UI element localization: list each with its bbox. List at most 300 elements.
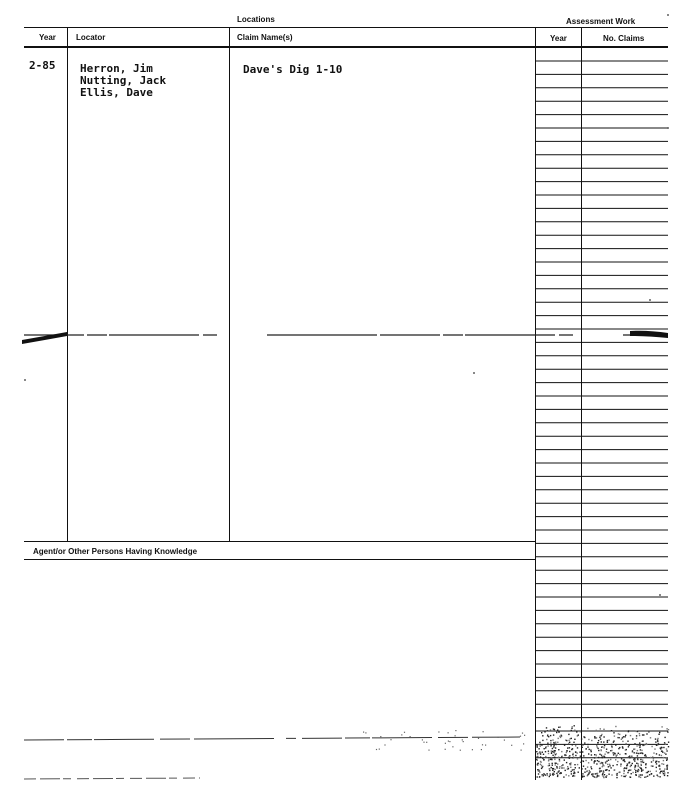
scan-noise <box>639 733 640 734</box>
scan-noise <box>574 764 575 765</box>
scan-noise <box>659 772 660 773</box>
scan-noise <box>583 766 584 767</box>
scan-noise <box>591 751 592 752</box>
scan-noise <box>620 764 621 765</box>
scan-noise <box>584 742 585 743</box>
scan-noise <box>606 761 607 762</box>
scan-noise <box>545 774 546 775</box>
scan-noise <box>572 754 573 755</box>
scan-noise <box>603 776 604 777</box>
scan-noise <box>556 753 557 754</box>
scan-noise <box>608 774 609 775</box>
scan-noise <box>545 756 546 757</box>
scan-noise <box>628 770 629 771</box>
scan-noise <box>558 757 559 758</box>
scan-noise <box>667 775 668 776</box>
scan-noise <box>631 773 632 774</box>
scan-noise <box>596 757 597 758</box>
scan-noise <box>636 738 637 739</box>
scan-noise <box>511 745 512 746</box>
scan-noise <box>636 752 637 753</box>
scan-noise <box>575 752 576 753</box>
scan-noise <box>558 749 559 750</box>
scan-noise <box>657 738 658 739</box>
scan-noise <box>622 746 623 747</box>
scan-noise <box>660 771 661 772</box>
locator-name: Nutting, Jack <box>80 74 167 87</box>
scan-noise <box>630 766 631 767</box>
scan-noise <box>640 774 641 775</box>
scan-noise <box>552 773 553 774</box>
scan-noise <box>560 772 561 773</box>
scan-noise <box>445 743 446 744</box>
scan-noise <box>556 767 557 768</box>
scan-noise <box>614 735 615 736</box>
scan-noise <box>594 757 595 758</box>
scan-noise <box>629 756 630 757</box>
scan-speck <box>473 372 475 374</box>
scan-noise <box>589 771 590 772</box>
scan-noise <box>632 738 633 739</box>
scan-noise <box>561 751 562 752</box>
scan-noise <box>536 751 537 752</box>
scan-noise <box>561 765 562 766</box>
scan-noise <box>665 754 666 755</box>
scan-noise <box>547 743 548 744</box>
scan-noise <box>582 751 583 752</box>
scan-noise <box>539 776 540 777</box>
scan-noise <box>591 768 592 769</box>
scan-noise <box>571 771 572 772</box>
scan-noise <box>639 774 640 775</box>
scan-noise <box>609 765 610 766</box>
scan-noise <box>478 738 479 739</box>
scan-noise <box>636 731 637 732</box>
scan-noise <box>651 746 652 747</box>
scan-noise <box>598 750 599 751</box>
scan-noise <box>640 764 641 765</box>
scan-noise <box>604 745 605 746</box>
scan-noise <box>559 759 560 760</box>
scan-noise <box>542 740 543 741</box>
scan-noise <box>384 744 385 745</box>
scan-noise <box>540 746 541 747</box>
scan-noise <box>579 752 580 753</box>
scan-noise <box>569 747 570 748</box>
scan-noise <box>548 757 549 758</box>
scan-noise <box>614 770 615 771</box>
scan-noise <box>637 758 638 759</box>
scan-noise <box>571 730 572 731</box>
scan-noise <box>552 755 553 756</box>
scan-noise <box>655 738 656 739</box>
scan-noise <box>622 737 623 738</box>
scan-noise <box>600 735 601 736</box>
scan-noise <box>604 754 605 755</box>
scan-noise <box>570 767 571 768</box>
scan-noise <box>616 773 617 774</box>
scan-noise <box>658 761 659 762</box>
scan-noise <box>540 756 541 757</box>
scan-noise <box>598 740 599 741</box>
scan-noise <box>575 745 576 746</box>
scan-noise <box>573 742 574 743</box>
scan-noise <box>553 742 554 743</box>
scan-noise <box>556 744 557 745</box>
scan-noise <box>452 746 453 747</box>
scan-noise <box>547 775 548 776</box>
scan-noise <box>635 772 636 773</box>
scan-noise <box>628 745 629 746</box>
scan-noise <box>663 757 664 758</box>
scan-noise <box>663 760 664 761</box>
scan-noise <box>542 758 543 759</box>
scan-noise <box>594 763 595 764</box>
scan-noise <box>591 754 592 755</box>
scan-noise <box>555 764 556 765</box>
scan-noise <box>556 766 557 767</box>
scan-noise <box>541 732 542 733</box>
scan-noise <box>650 771 651 772</box>
scan-noise <box>598 757 599 758</box>
scan-noise <box>554 771 555 772</box>
locator-name: Ellis, Dave <box>80 86 153 99</box>
scan-noise <box>563 776 564 777</box>
scan-noise <box>552 768 553 769</box>
scan-noise <box>549 776 550 777</box>
scan-noise <box>596 730 597 731</box>
scan-noise <box>428 750 429 751</box>
scan-noise <box>623 776 624 777</box>
scan-noise <box>618 753 619 754</box>
scan-noise <box>632 772 633 773</box>
scan-noise <box>536 756 537 757</box>
scan-noise <box>521 750 522 751</box>
scan-noise <box>645 767 646 768</box>
scan-noise <box>610 767 611 768</box>
scan-noise <box>656 767 657 768</box>
scan-noise <box>540 744 541 745</box>
scan-noise <box>557 776 558 777</box>
scan-noise <box>617 761 618 762</box>
scan-noise <box>628 731 629 732</box>
scan-noise <box>661 726 662 727</box>
scan-noise <box>520 736 521 737</box>
scan-noise <box>592 776 593 777</box>
scan-noise <box>594 776 595 777</box>
scan-noise <box>659 754 660 755</box>
scan-noise <box>608 760 609 761</box>
scan-noise <box>666 769 667 770</box>
scan-noise <box>619 754 620 755</box>
column-header-no-claims: No. Claims <box>603 34 645 43</box>
scan-noise <box>546 727 547 728</box>
scan-noise <box>483 731 484 732</box>
scan-noise <box>542 752 543 753</box>
scan-noise <box>572 776 573 777</box>
scan-noise <box>643 769 644 770</box>
scan-noise <box>538 744 539 745</box>
scan-noise <box>663 773 664 774</box>
scan-noise <box>569 742 570 743</box>
scan-noise <box>626 749 627 750</box>
scan-noise <box>615 759 616 760</box>
scan-noise <box>638 766 639 767</box>
scan-noise <box>379 749 380 750</box>
scan-noise <box>602 762 603 763</box>
scan-noise <box>577 758 578 759</box>
scan-noise <box>551 759 552 760</box>
scan-noise <box>629 757 630 758</box>
scan-noise <box>618 772 619 773</box>
scan-noise <box>578 734 579 735</box>
scan-noise <box>628 762 629 763</box>
scan-noise <box>607 740 608 741</box>
scan-noise <box>568 734 569 735</box>
scan-noise <box>637 755 638 756</box>
scan-noise <box>632 750 633 751</box>
scan-noise <box>635 774 636 775</box>
scan-noise <box>667 772 668 773</box>
scan-noise <box>604 756 605 757</box>
scan-speck <box>649 299 651 301</box>
scan-noise <box>448 732 449 733</box>
scan-noise <box>608 740 609 741</box>
scan-noise <box>664 737 665 738</box>
scan-noise <box>666 765 667 766</box>
scan-noise <box>551 750 552 751</box>
scan-noise <box>581 768 582 769</box>
scan-speck <box>24 379 26 381</box>
scan-noise <box>599 737 600 738</box>
scan-noise <box>666 750 667 751</box>
scan-noise <box>625 775 626 776</box>
scan-noise <box>594 761 595 762</box>
scan-noise <box>575 755 576 756</box>
bottom-scan-line <box>24 737 520 740</box>
agent-section-label: Agent/or Other Persons Having Knowledge <box>33 547 198 556</box>
scan-noise <box>588 739 589 740</box>
scan-noise <box>548 759 549 760</box>
scan-noise <box>594 737 595 738</box>
scan-noise <box>554 752 555 753</box>
scan-noise <box>640 777 641 778</box>
scan-noise <box>651 773 652 774</box>
scan-noise <box>653 760 654 761</box>
scan-noise <box>603 729 604 730</box>
scan-noise <box>542 766 543 767</box>
scan-noise <box>566 762 567 763</box>
scan-noise <box>658 743 659 744</box>
scan-noise <box>624 770 625 771</box>
column-header-locator: Locator <box>76 33 106 42</box>
scan-noise <box>621 758 622 759</box>
scan-noise <box>552 765 553 766</box>
scan-noise <box>363 732 364 733</box>
scan-noise <box>537 753 538 754</box>
scan-noise <box>668 746 669 747</box>
scan-noise <box>661 751 662 752</box>
scan-noise <box>577 764 578 765</box>
scan-noise <box>658 734 659 735</box>
scan-noise <box>617 737 618 738</box>
scan-noise <box>572 769 573 770</box>
scan-noise <box>552 748 553 749</box>
scan-noise <box>539 742 540 743</box>
scan-noise <box>567 747 568 748</box>
scan-noise <box>649 774 650 775</box>
scan-noise <box>553 728 554 729</box>
scan-noise <box>641 771 642 772</box>
scan-noise <box>655 741 656 742</box>
scan-noise <box>573 756 574 757</box>
scan-noise <box>627 741 628 742</box>
scan-noise <box>537 746 538 747</box>
scan-noise <box>572 744 573 745</box>
scan-noise <box>604 774 605 775</box>
scan-noise <box>537 765 538 766</box>
scan-noise <box>568 775 569 776</box>
scan-noise <box>609 764 610 765</box>
scan-noise <box>562 764 563 765</box>
scan-noise <box>549 768 550 769</box>
scan-noise <box>542 775 543 776</box>
scan-noise <box>570 762 571 763</box>
scan-noise <box>568 740 569 741</box>
scan-noise <box>625 753 626 754</box>
scan-noise <box>557 729 558 730</box>
scan-noise <box>552 751 553 752</box>
locator-name: Herron, Jim <box>80 62 153 75</box>
scan-noise <box>598 775 599 776</box>
scan-noise <box>640 761 641 762</box>
entry-claim-names: Dave's Dig 1-10 <box>243 63 343 76</box>
scan-noise <box>631 765 632 766</box>
scan-noise <box>619 734 620 735</box>
scan-noise <box>627 772 628 773</box>
scan-noise <box>574 730 575 731</box>
column-header-aw-year: Year <box>550 34 567 43</box>
scan-noise <box>571 738 572 739</box>
scan-noise <box>376 749 377 750</box>
scan-noise <box>638 753 639 754</box>
scan-noise <box>558 732 559 733</box>
scan-noise <box>410 736 411 737</box>
scan-noise <box>600 728 601 729</box>
scan-noise <box>598 761 599 762</box>
scan-noise <box>634 766 635 767</box>
scan-noise <box>422 739 423 740</box>
scan-noise <box>666 760 667 761</box>
scan-noise <box>667 767 668 768</box>
scan-noise <box>607 764 608 765</box>
scan-noise <box>550 742 551 743</box>
scan-noise <box>647 772 648 773</box>
scan-noise <box>647 776 648 777</box>
scan-noise <box>646 744 647 745</box>
scan-noise <box>631 756 632 757</box>
scan-noise <box>642 745 643 746</box>
scan-noise <box>537 760 538 761</box>
scan-noise <box>550 745 551 746</box>
scan-noise <box>595 777 596 778</box>
scan-noise <box>668 729 669 730</box>
scan-noise <box>596 763 597 764</box>
scan-noise <box>615 726 616 727</box>
scan-noise <box>664 768 665 769</box>
scan-noise <box>664 772 665 773</box>
scan-noise <box>613 732 614 733</box>
scan-noise <box>580 731 581 732</box>
scan-noise <box>651 765 652 766</box>
scan-noise <box>664 742 665 743</box>
scan-speck <box>667 14 669 16</box>
scan-noise <box>550 729 551 730</box>
scan-noise <box>657 775 658 776</box>
scan-noise <box>643 762 644 763</box>
scan-noise <box>641 750 642 751</box>
scan-noise <box>602 764 603 765</box>
scan-noise <box>646 733 647 734</box>
scan-noise <box>564 745 565 746</box>
scan-noise <box>605 770 606 771</box>
scan-noise <box>550 759 551 760</box>
scan-noise <box>616 764 617 765</box>
scan-noise <box>652 766 653 767</box>
scan-noise <box>553 746 554 747</box>
scan-noise <box>583 776 584 777</box>
scan-noise <box>572 726 573 727</box>
fold-mark-right <box>630 331 668 338</box>
scan-noise <box>554 759 555 760</box>
scan-noise <box>485 745 486 746</box>
scan-noise <box>632 763 633 764</box>
scan-noise <box>569 758 570 759</box>
scan-noise <box>541 765 542 766</box>
scan-noise <box>593 774 594 775</box>
scan-noise <box>585 760 586 761</box>
scan-noise <box>639 742 640 743</box>
scan-noise <box>539 752 540 753</box>
scan-noise <box>638 776 639 777</box>
scan-noise <box>445 749 446 750</box>
scan-noise <box>574 739 575 740</box>
scan-noise <box>599 768 600 769</box>
scan-noise <box>602 746 603 747</box>
scan-noise <box>523 743 524 744</box>
scan-noise <box>559 760 560 761</box>
scan-noise <box>617 754 618 755</box>
scan-noise <box>567 766 568 767</box>
scan-noise <box>587 728 588 729</box>
scan-noise <box>585 768 586 769</box>
scan-noise <box>580 756 581 757</box>
scan-noise <box>577 747 578 748</box>
scan-noise <box>587 774 588 775</box>
scan-noise <box>588 762 589 763</box>
scan-noise <box>547 745 548 746</box>
scan-noise <box>557 763 558 764</box>
scan-noise <box>613 754 614 755</box>
scan-noise <box>538 748 539 749</box>
scan-noise <box>556 732 557 733</box>
scan-noise <box>576 731 577 732</box>
scan-noise <box>656 763 657 764</box>
scan-noise <box>601 750 602 751</box>
scan-noise <box>626 768 627 769</box>
scan-noise <box>599 770 600 771</box>
scan-noise <box>637 771 638 772</box>
